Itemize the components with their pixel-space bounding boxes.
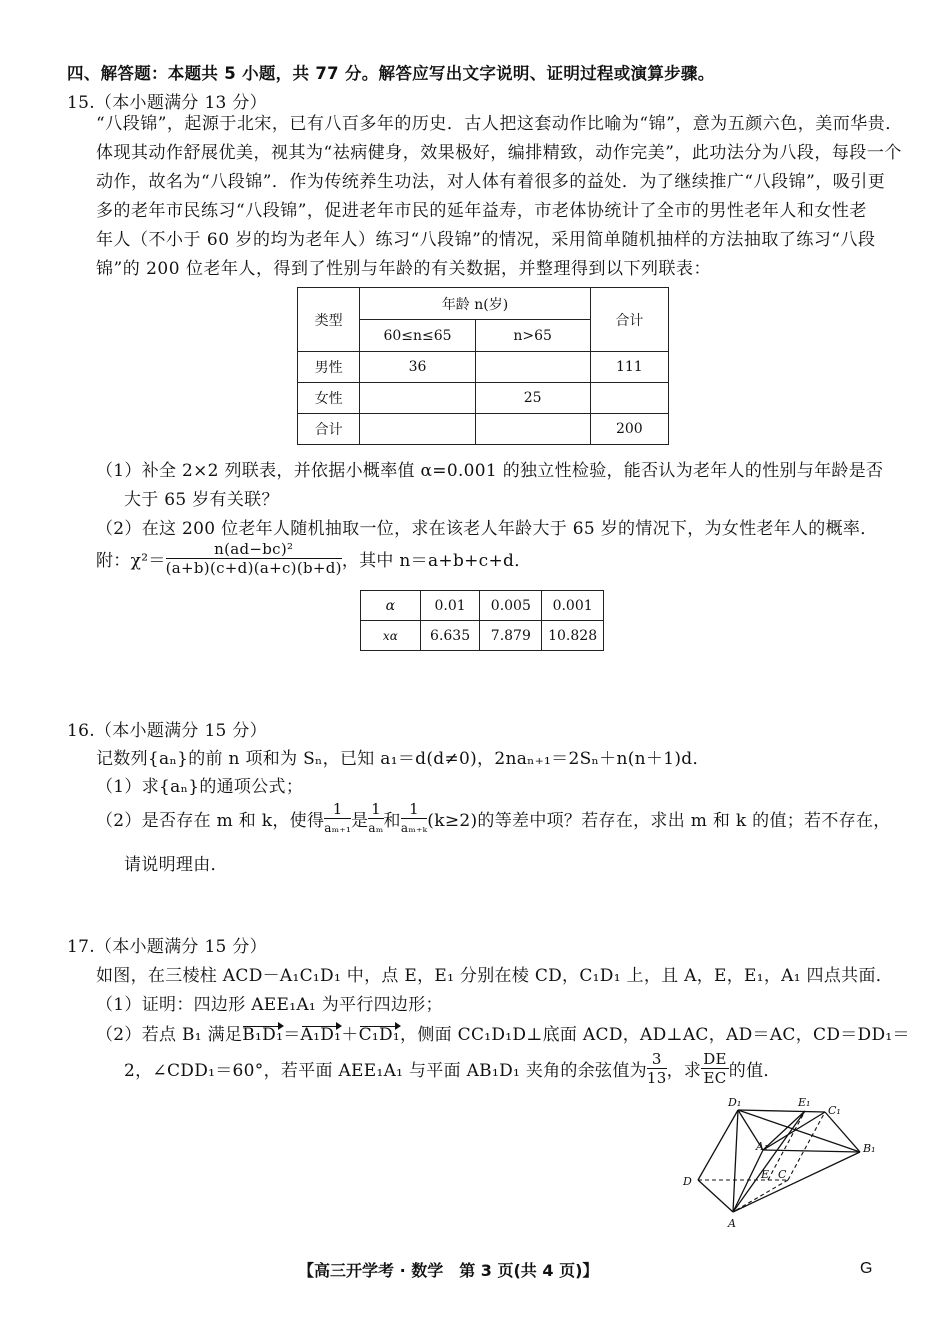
label-a1: A₁ bbox=[756, 1140, 769, 1153]
prism-figure bbox=[670, 1090, 890, 1240]
row-label: 合计 bbox=[298, 414, 360, 445]
q16-part1: （1）求{aₙ}的通项公式； bbox=[96, 777, 304, 797]
q15-intro-line: 动作，故名为“八段锦”．作为传统养生功法，对人体有着很多的益处．为了继续推广“八段锦”，吸引更 bbox=[96, 172, 886, 192]
fraction-den: EC bbox=[703, 1069, 727, 1087]
label-e1: E₁ bbox=[798, 1096, 811, 1109]
table-row bbox=[298, 352, 669, 383]
edge-c1-a1 bbox=[763, 1112, 825, 1150]
label-d: D bbox=[683, 1175, 692, 1188]
q15-intro-line: 锦”的 200 位老年人，得到了性别与年龄的有关数据，并整理得到以下列联表： bbox=[96, 259, 711, 279]
q17-part1: （1）证明：四边形 AEE₁A₁ 为平行四边形； bbox=[96, 995, 443, 1015]
label-b1: B₁ bbox=[863, 1142, 876, 1155]
q17-line1: 如图，在三棱柱 ACD－A₁C₁D₁ 中，点 E，E₁ 分别在棱 CD，C₁D₁ 上，且 A，E，E₁，A₁ 四点共面． bbox=[96, 966, 894, 986]
cell bbox=[475, 352, 590, 383]
fraction-den: aₘ₊₁ bbox=[324, 821, 352, 835]
cell: 111 bbox=[590, 352, 668, 383]
cell bbox=[590, 383, 668, 414]
q17-part2-line2 bbox=[124, 1050, 781, 1087]
cell bbox=[475, 414, 590, 445]
q15-intro-line: 多的老年市民练习“八段锦”，促进老年市民的延年益寿，市老体协统计了全市的男性老年人和女性老 bbox=[96, 201, 867, 221]
fraction-num: 3 bbox=[647, 1050, 667, 1069]
q15-part1-line1: （1）补全 2×2 列联表，并依据小概率值 α=0.001 的独立性检验，能否认为老年人的性别与年龄是否 bbox=[96, 461, 884, 481]
fraction-num: DE bbox=[703, 1050, 727, 1068]
critical-value-table bbox=[360, 590, 604, 651]
q15-appendix bbox=[96, 540, 532, 577]
q17-line2-text: ，求 bbox=[666, 1061, 702, 1081]
fraction bbox=[401, 800, 427, 837]
q15-part2: （2）在这 200 位老年人随机抽取一位，求在该老人年龄大于 65 岁的情况下，为女性老年人的概率． bbox=[96, 519, 878, 539]
q17-line2-text: 2，∠CDD₁＝60°，若平面 AEE₁A₁ 与平面 AB₁D₁ 夹角的余弦值为 bbox=[124, 1061, 647, 1081]
footer-mark: G bbox=[860, 1260, 873, 1277]
label-c1: C₁ bbox=[828, 1104, 841, 1117]
q15-number: 15.（本小题满分 13 分） bbox=[67, 93, 267, 113]
row-label: 女性 bbox=[298, 383, 360, 414]
fraction-num: 1 bbox=[401, 800, 427, 819]
appendix-prefix: 附：χ²＝ bbox=[96, 551, 166, 571]
header-col1: 60≤n≤65 bbox=[360, 320, 475, 352]
table-row bbox=[298, 414, 669, 445]
label-e: E bbox=[761, 1168, 770, 1181]
label-c: C bbox=[778, 1168, 787, 1181]
cell: 200 bbox=[590, 414, 668, 445]
q15-part1-line2: 大于 65 岁有关联？ bbox=[124, 490, 279, 510]
edge-e1-a bbox=[733, 1111, 805, 1212]
q17-line2-text: 的值． bbox=[728, 1061, 781, 1081]
alpha-value: 0.001 bbox=[542, 591, 604, 621]
section-header: 四、解答题：本题共 5 小题，共 77 分。解答应写出文字说明、证明过程或演算步骤。 bbox=[67, 64, 715, 83]
q15-intro-line: 体现其动作舒展优美，视其为“祛病健身，效果极好，编排精致，动作完美”，此功法分为八段，每段一个 bbox=[96, 143, 902, 163]
edge-d1-a bbox=[733, 1110, 738, 1212]
ratio-fraction bbox=[701, 1050, 729, 1087]
fraction-den: 13 bbox=[646, 1069, 667, 1087]
q15-intro-line: 年人（不小于 60 岁的均为老年人）练习“八段锦”的情况，采用简单随机抽样的方法抽取了练习“八段 bbox=[96, 230, 876, 250]
edge-e-e1-hidden bbox=[768, 1111, 805, 1180]
vector-a1d1: A₁D₁ bbox=[300, 1025, 342, 1045]
q15-intro-line: “八段锦”，起源于北宋，已有八百多年的历史．古人把这套动作比喻为“锦”，意为五颜六色，美而华贵． bbox=[96, 114, 903, 134]
x-value: 10.828 bbox=[542, 621, 604, 651]
formula-numerator: n(ad−bc)² bbox=[166, 540, 342, 559]
alpha-value: 0.005 bbox=[480, 591, 542, 621]
cell: 36 bbox=[360, 352, 475, 383]
cell bbox=[360, 383, 475, 414]
q17-number: 17.（本小题满分 15 分） bbox=[67, 937, 267, 957]
q16-part2-text: 是 bbox=[351, 811, 369, 831]
fraction-num: 1 bbox=[324, 800, 351, 819]
q16-line1: 记数列{aₙ}的前 n 项和为 Sₙ，已知 a₁＝d(d≠0)，2naₙ₊₁＝2Sₙ＋n(n＋1)d． bbox=[96, 749, 710, 769]
fraction-den: aₘ₊ₖ bbox=[400, 821, 428, 835]
footer-text: 【高三开学考 · 数学 第 3 页(共 4 页)】 bbox=[298, 1261, 599, 1280]
row-label: 男性 bbox=[298, 352, 360, 383]
q16-part2-line2: 请说明理由． bbox=[124, 855, 228, 875]
x-alpha-label: xα bbox=[361, 621, 421, 651]
cos-fraction bbox=[647, 1050, 667, 1087]
header-total: 合计 bbox=[590, 288, 668, 352]
q16-part2-text: （2）是否存在 m 和 k，使得 bbox=[96, 811, 325, 831]
chi-square-formula bbox=[166, 540, 342, 577]
formula-denominator: (a+b)(c+d)(a+c)(b+d) bbox=[165, 559, 342, 577]
table-row bbox=[298, 383, 669, 414]
q17-part2: （2）若点 B₁ 满足B₁D₁＝A₁D₁＋C₁D₁，侧面 CC₁D₁D⊥底面 ACD，AD⊥AC，AD＝AC，CD＝DD₁＝ bbox=[96, 1025, 910, 1045]
cell bbox=[360, 414, 475, 445]
q16-number: 16.（本小题满分 15 分） bbox=[67, 721, 267, 741]
fraction bbox=[324, 800, 351, 837]
q15-intro bbox=[96, 110, 903, 284]
contingency-table bbox=[297, 287, 669, 445]
q17-part2-text: ，侧面 CC₁D₁D⊥底面 ACD，AD⊥AC，AD＝AC，CD＝DD₁＝ bbox=[400, 1025, 910, 1045]
fraction-num: 1 bbox=[368, 800, 383, 819]
label-a: A bbox=[728, 1217, 736, 1230]
q17-part2-text: （2）若点 B₁ 满足 bbox=[96, 1025, 243, 1045]
header-col2: n>65 bbox=[475, 320, 590, 352]
header-age: 年龄 n(岁) bbox=[360, 288, 590, 320]
alpha-label: α bbox=[361, 591, 421, 621]
edge-b1-a bbox=[733, 1152, 860, 1212]
q16-part2-text: 和 bbox=[383, 811, 401, 831]
cell: 25 bbox=[475, 383, 590, 414]
q16-part2 bbox=[96, 800, 891, 837]
fraction bbox=[368, 800, 383, 837]
label-d1: D₁ bbox=[728, 1096, 742, 1109]
q16-part2-text: (k≥2)的等差中项？若存在，求出 m 和 k 的值；若不存在， bbox=[427, 811, 891, 831]
alpha-value: 0.01 bbox=[420, 591, 480, 621]
edge-d1-d bbox=[698, 1110, 738, 1180]
header-type: 类型 bbox=[298, 288, 360, 352]
vector-c1d1: C₁D₁ bbox=[358, 1025, 401, 1045]
x-value: 6.635 bbox=[420, 621, 480, 651]
fraction-den: aₘ bbox=[368, 821, 384, 835]
edge-d1-c1 bbox=[738, 1110, 825, 1112]
x-value: 7.879 bbox=[480, 621, 542, 651]
edge-d-a bbox=[698, 1180, 733, 1212]
vector-b1d1: B₁D₁ bbox=[242, 1025, 284, 1045]
appendix-suffix: ，其中 n＝a+b+c+d． bbox=[341, 551, 532, 571]
